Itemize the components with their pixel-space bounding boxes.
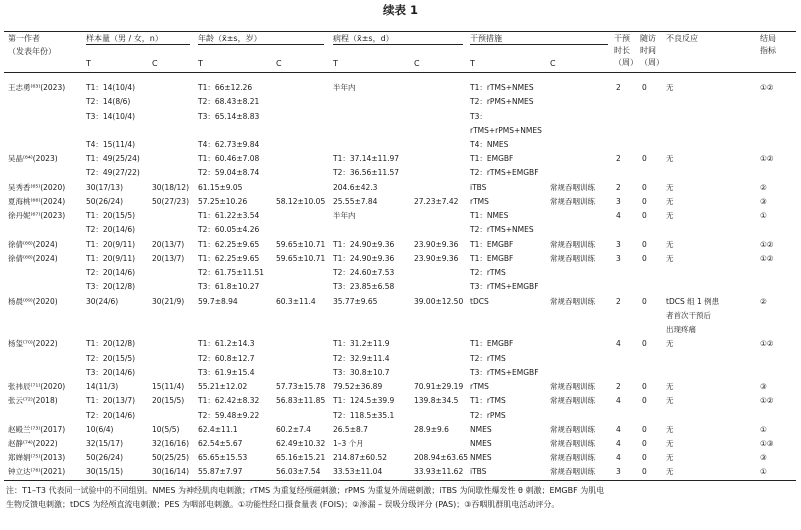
intervention-t-cell: NMES <box>470 453 492 462</box>
author-cell: 杨晨⁽⁶⁹⁾(2020) <box>8 297 58 306</box>
author-cell: 王志勇⁽⁶³⁾(2023) <box>8 83 66 92</box>
age-t-cell: 57.25±10.26 <box>198 197 248 206</box>
followup-cell: 0 <box>642 425 647 434</box>
course-c-cell: 23.90±9.36 <box>414 254 459 263</box>
author-cell: 吴晶⁽⁶⁴⁾(2023) <box>8 154 58 163</box>
sample-t-cell: T3：14(10/4) <box>86 112 136 121</box>
sample-t-cell: T4：15(11/4) <box>86 140 136 149</box>
sample-t-cell: T1：49(25/24) <box>86 154 140 163</box>
duration-cell: 4 <box>616 339 621 348</box>
intervention-t-cell: rTMS <box>470 197 489 206</box>
header-duration-2: 时长 <box>614 46 630 55</box>
outcome-cell: ①② <box>760 339 774 348</box>
intervention-t-cell: T2：rTMS+EMGBF <box>470 168 539 177</box>
course-t-cell: T1：24.90±9.36 <box>333 254 395 263</box>
duration-cell: 3 <box>616 254 621 263</box>
age-t-cell: T1：61.2±14.3 <box>198 339 255 348</box>
intervention-c-cell: 常规吞咽训练 <box>550 254 595 263</box>
intervention-t-cell: T2：rPMS <box>470 411 506 420</box>
sample-t-cell: 14(11/3) <box>86 382 119 391</box>
duration-cell: 3 <box>616 467 621 476</box>
header-sample-T: T <box>86 59 91 68</box>
age-t-cell: 55.21±12.02 <box>198 382 248 391</box>
course-t-cell: 35.77±9.65 <box>333 297 378 306</box>
age-t-cell: T2：61.75±11.51 <box>198 268 265 277</box>
sample-t-cell: 50(26/24) <box>86 197 124 206</box>
age-c-cell: 59.65±10.71 <box>276 254 326 263</box>
followup-cell: 0 <box>642 240 647 249</box>
intervention-t-cell: tDCS <box>470 297 489 306</box>
sample-c-cell: 15(11/4) <box>152 382 185 391</box>
sample-t-cell: T2：49(27/22) <box>86 168 140 177</box>
header-intervention: 干预措施 <box>470 34 502 43</box>
duration-cell: 4 <box>616 425 621 434</box>
outcome-cell: ③ <box>760 382 767 391</box>
followup-cell: 0 <box>642 297 647 306</box>
adverse-cell: 无 <box>666 339 674 348</box>
duration-cell: 2 <box>616 154 621 163</box>
sample-t-cell: T2：20(15/5) <box>86 354 136 363</box>
header-sample-C: C <box>152 59 158 68</box>
outcome-cell: ①② <box>760 83 774 92</box>
header-age-T: T <box>198 59 203 68</box>
age-c-cell: 65.16±15.21 <box>276 453 326 462</box>
sample-c-cell: 20(15/5) <box>152 396 185 405</box>
intervention-t-cell: T2：rTMS+NMES <box>470 225 534 234</box>
course-t-cell: T1：24.90±9.36 <box>333 240 395 249</box>
outcome-cell: ③ <box>760 197 767 206</box>
header-duration-3: （周） <box>614 58 638 67</box>
intervention-t-cell: T2：rTMS <box>470 268 506 277</box>
age-t-cell: T3：61.9±15.4 <box>198 368 255 377</box>
course-t-cell: 1–3 个月 <box>333 439 364 448</box>
course-t-cell: 214.87±60.52 <box>333 453 387 462</box>
header-adverse: 不良反应 <box>666 34 698 43</box>
author-cell: 张祎辰⁽⁷¹⁾(2020) <box>8 382 66 391</box>
duration-cell: 3 <box>616 240 621 249</box>
adverse-cell: 无 <box>666 83 674 92</box>
author-cell: 夏海桃⁽⁶⁶⁾(2024) <box>8 197 66 206</box>
author-cell: 钟立达⁽⁷⁶⁾(2021) <box>8 467 66 476</box>
course-t-cell: 204.6±42.3 <box>333 183 378 192</box>
intervention-t-cell: T1：EMGBF <box>470 339 514 348</box>
sample-t-cell: T1：20(9/11) <box>86 254 136 263</box>
age-t-cell: T1：61.22±3.54 <box>198 211 260 220</box>
followup-cell: 0 <box>642 396 647 405</box>
duration-cell: 4 <box>616 453 621 462</box>
duration-cell: 3 <box>616 197 621 206</box>
adverse-cell: 无 <box>666 254 674 263</box>
intervention-t-cell: T3：rTMS+EMGBF <box>470 282 539 291</box>
age-c-cell: 57.73±15.78 <box>276 382 326 391</box>
intervention-c-cell: 常规吞咽训练 <box>550 183 595 192</box>
header-course: 病程（x̄±s，d） <box>333 34 394 43</box>
adverse-cell: 无 <box>666 183 674 192</box>
intervention-t-cell: T1：rTMS <box>470 396 506 405</box>
intervention-t-cell: NMES <box>470 425 492 434</box>
age-c-cell: 58.12±10.05 <box>276 197 326 206</box>
course-t-cell: T1：124.5±39.9 <box>333 396 395 405</box>
outcome-cell: ① <box>760 467 767 476</box>
header-outcome-2: 指标 <box>760 46 776 55</box>
age-t-cell: T1：62.25±9.65 <box>198 254 260 263</box>
age-t-cell: 55.87±7.97 <box>198 467 243 476</box>
age-t-cell: T1：62.25±9.65 <box>198 240 260 249</box>
sample-t-cell: T1：14(10/4) <box>86 83 136 92</box>
course-c-cell: 39.00±12.50 <box>414 297 464 306</box>
adverse-cell: 无 <box>666 154 674 163</box>
duration-cell: 4 <box>616 396 621 405</box>
author-cell: 赵殿兰⁽⁷³⁾(2017) <box>8 425 66 434</box>
sample-t-cell: T2：20(14/6) <box>86 225 136 234</box>
header-subrule-intervention <box>470 44 608 45</box>
footnote-line-1: 注：T1–T3 代表同一试验中的不同组别。NMES 为神经肌肉电刺激；rTMS 为重复经颅磁刺激；rPMS 为重复外周磁刺激；iTBS 为间歇性爆发性 θ 刺激；EMGBF 为肌电 <box>6 486 605 495</box>
author-cell: 赵静⁽⁷⁴⁾(2022) <box>8 439 58 448</box>
sample-c-cell: 32(16/16) <box>152 439 190 448</box>
intervention-t-cell: T2：rPMS+NMES <box>470 97 534 106</box>
age-c-cell: 56.83±11.85 <box>276 396 326 405</box>
age-c-cell: 62.49±10.32 <box>276 439 326 448</box>
course-c-cell: 23.90±9.36 <box>414 240 459 249</box>
header-outcome-1: 结局 <box>760 34 776 43</box>
followup-cell: 0 <box>642 83 647 92</box>
sample-c-cell: 50(25/25) <box>152 453 190 462</box>
header-age-C: C <box>276 59 282 68</box>
author-cell: 徐倩⁽⁶⁸⁾(2024) <box>8 254 58 263</box>
outcome-cell: ①③ <box>760 439 774 448</box>
sample-c-cell: 30(18/12) <box>152 183 190 192</box>
age-t-cell: 62.54±5.67 <box>198 439 243 448</box>
adverse-cell: 无 <box>666 439 674 448</box>
intervention-c-cell: 常规吞咽训练 <box>550 197 595 206</box>
table-footnote <box>6 484 794 512</box>
header-followup-3: （周） <box>640 58 664 67</box>
intervention-c-cell: 常规吞咽训练 <box>550 439 595 448</box>
intervention-c-cell: 常规吞咽训练 <box>550 453 595 462</box>
intervention-c-cell: 常规吞咽训练 <box>550 396 595 405</box>
intervention-t-cell: T2：rTMS <box>470 354 506 363</box>
course-t-cell: T1：31.2±11.9 <box>333 339 390 348</box>
intervention-t-cell: T3： <box>470 112 487 121</box>
age-c-cell: 56.03±7.54 <box>276 467 321 476</box>
sample-c-cell: 10(5/5) <box>152 425 180 434</box>
intervention-c-cell: 常规吞咽训练 <box>550 382 595 391</box>
outcome-cell: ①② <box>760 396 774 405</box>
age-t-cell: T3：65.14±8.83 <box>198 112 260 121</box>
intervention-t-cell: iTBS <box>470 467 487 476</box>
course-t-cell: 25.55±7.84 <box>333 197 378 206</box>
followup-cell: 0 <box>642 439 647 448</box>
course-c-cell: 33.93±11.62 <box>414 467 464 476</box>
intervention-t-cell: T3：rTMS+EMGBF <box>470 368 539 377</box>
sample-t-cell: T3：20(14/6) <box>86 368 136 377</box>
course-t-cell: T1：37.14±11.97 <box>333 154 400 163</box>
intervention-t-cell: NMES <box>470 439 492 448</box>
outcome-cell: ①② <box>760 254 774 263</box>
sample-c-cell: 20(13/7) <box>152 254 185 263</box>
header-intervention-T: T <box>470 59 475 68</box>
age-c-cell: 60.3±11.4 <box>276 297 316 306</box>
adverse-cell: 无 <box>666 425 674 434</box>
header-sample: 样本量（男 / 女，n） <box>86 34 163 43</box>
header-author: 第一作者 <box>8 34 40 43</box>
table-bottom-rule <box>4 480 796 481</box>
sample-t-cell: T2：20(14/6) <box>86 268 136 277</box>
sample-c-cell: 50(27/23) <box>152 197 190 206</box>
intervention-t-cell: rTMS+rPMS+NMES <box>470 126 542 135</box>
outcome-cell: ② <box>760 183 767 192</box>
header-subrule-course <box>333 44 463 45</box>
age-c-cell: 59.65±10.71 <box>276 240 326 249</box>
sample-t-cell: 32(15/17) <box>86 439 124 448</box>
table-title: 续表 1 <box>382 3 418 17</box>
intervention-t-cell: rTMS <box>470 382 489 391</box>
sample-t-cell: T1：20(13/7) <box>86 396 136 405</box>
adverse-cell: 无 <box>666 197 674 206</box>
sample-t-cell: T2：14(8/6) <box>86 97 131 106</box>
header-subrule-age <box>198 44 324 45</box>
outcome-cell: ① <box>760 425 767 434</box>
sample-t-cell: 10(6/4) <box>86 425 114 434</box>
intervention-t-cell: T4：NMES <box>470 140 509 149</box>
adverse-cell: tDCS 组 1 例患 <box>666 297 720 306</box>
footnote-line-2: 生物反馈电刺激；tDCS 为经颅直流电刺激；PES 为咽部电刺激。①功能性经口摄食量表 (FOIS)；②渗漏 – 误吸分级评分 (PAS)；③吞咽肌群肌电活动评分。 <box>6 500 560 509</box>
author-cell: 徐丹妮⁽⁶⁷⁾(2023) <box>8 211 66 220</box>
followup-cell: 0 <box>642 197 647 206</box>
duration-cell: 2 <box>616 297 621 306</box>
header-duration-1: 干预 <box>614 34 630 43</box>
course-t-cell: 半年内 <box>333 211 356 220</box>
age-c-cell: 60.2±7.4 <box>276 425 311 434</box>
course-c-cell: 70.91±29.19 <box>414 382 464 391</box>
followup-cell: 0 <box>642 211 647 220</box>
course-t-cell: 33.53±11.04 <box>333 467 383 476</box>
course-t-cell: T2：24.60±7.53 <box>333 268 395 277</box>
sample-t-cell: T3：20(12/8) <box>86 282 136 291</box>
course-t-cell: T2：118.5±35.1 <box>333 411 395 420</box>
intervention-t-cell: T1：NMES <box>470 211 509 220</box>
age-t-cell: T3：61.8±10.27 <box>198 282 260 291</box>
intervention-c-cell: 常规吞咽训练 <box>550 425 595 434</box>
course-t-cell: T3：23.85±6.58 <box>333 282 395 291</box>
duration-cell: 4 <box>616 439 621 448</box>
header-bottom-rule <box>4 72 796 73</box>
sample-t-cell: T1：20(9/11) <box>86 240 136 249</box>
followup-cell: 0 <box>642 467 647 476</box>
header-course-T: T <box>333 59 338 68</box>
age-t-cell: T2：68.43±8.21 <box>198 97 260 106</box>
followup-cell: 0 <box>642 339 647 348</box>
author-cell: 杨玺⁽⁷⁰⁾(2022) <box>8 339 58 348</box>
course-t-cell: 半年内 <box>333 83 356 92</box>
course-t-cell: T2：36.56±11.57 <box>333 168 400 177</box>
table-top-rule <box>4 31 796 32</box>
age-t-cell: 59.7±8.94 <box>198 297 238 306</box>
author-cell: 郑婵娟⁽⁷⁵⁾(2013) <box>8 453 66 462</box>
course-t-cell: T2：32.9±11.4 <box>333 354 390 363</box>
adverse-cell: 出现疼痛 <box>666 325 696 334</box>
outcome-cell: ①② <box>760 154 774 163</box>
sample-t-cell: 50(26/24) <box>86 453 124 462</box>
outcome-cell: ① <box>760 211 767 220</box>
age-t-cell: T1：60.46±7.08 <box>198 154 260 163</box>
author-cell: 徐倩⁽⁶⁸⁾(2024) <box>8 240 58 249</box>
intervention-c-cell: 常规吞咽训练 <box>550 240 595 249</box>
age-t-cell: 65.65±15.53 <box>198 453 248 462</box>
intervention-t-cell: iTBS <box>470 183 487 192</box>
author-cell: 张云⁽⁷²⁾(2018) <box>8 396 58 405</box>
adverse-cell: 无 <box>666 382 674 391</box>
sample-t-cell: T2：20(14/6) <box>86 411 136 420</box>
age-t-cell: 61.15±9.05 <box>198 183 243 192</box>
age-t-cell: 62.4±11.1 <box>198 425 238 434</box>
sample-c-cell: 30(16/14) <box>152 467 190 476</box>
author-cell: 吴秀香⁽⁶⁵⁾(2020) <box>8 183 66 192</box>
outcome-cell: ② <box>760 297 767 306</box>
course-c-cell: 28.9±9.6 <box>414 425 449 434</box>
adverse-cell: 无 <box>666 396 674 405</box>
course-c-cell: 139.8±34.5 <box>414 396 459 405</box>
sample-c-cell: 20(13/7) <box>152 240 185 249</box>
duration-cell: 2 <box>616 83 621 92</box>
course-t-cell: 79.52±36.89 <box>333 382 383 391</box>
followup-cell: 0 <box>642 254 647 263</box>
adverse-cell: 无 <box>666 240 674 249</box>
intervention-c-cell: 常规吞咽训练 <box>550 467 595 476</box>
age-t-cell: T2：59.04±8.74 <box>198 168 260 177</box>
intervention-t-cell: T1：rTMS+NMES <box>470 83 534 92</box>
duration-cell: 4 <box>616 211 621 220</box>
followup-cell: 0 <box>642 154 647 163</box>
header-course-C: C <box>414 59 420 68</box>
duration-cell: 2 <box>616 382 621 391</box>
age-t-cell: T2：60.8±12.7 <box>198 354 255 363</box>
sample-t-cell: 30(15/15) <box>86 467 124 476</box>
followup-cell: 0 <box>642 183 647 192</box>
adverse-cell: 无 <box>666 467 674 476</box>
header-followup-1: 随访 <box>640 34 656 43</box>
intervention-t-cell: T1：EMGBF <box>470 254 514 263</box>
age-t-cell: T2：59.48±9.22 <box>198 411 260 420</box>
intervention-c-cell: 常规吞咽训练 <box>550 297 595 306</box>
outcome-cell: ①② <box>760 240 774 249</box>
course-c-cell: 208.94±63.65 <box>414 453 468 462</box>
sample-t-cell: T1：20(12/8) <box>86 339 136 348</box>
adverse-cell: 无 <box>666 211 674 220</box>
header-age: 年龄（x̄±s，岁） <box>198 34 262 43</box>
sample-c-cell: 30(21/9) <box>152 297 185 306</box>
course-t-cell: 26.5±8.7 <box>333 425 368 434</box>
followup-cell: 0 <box>642 453 647 462</box>
sample-t-cell: 30(17/13) <box>86 183 124 192</box>
age-t-cell: T1：62.42±8.32 <box>198 396 260 405</box>
sample-t-cell: 30(24/6) <box>86 297 119 306</box>
course-c-cell: 27.23±7.42 <box>414 197 459 206</box>
outcome-cell: ③ <box>760 453 767 462</box>
header-followup-2: 时间 <box>640 46 656 55</box>
age-t-cell: T1：66±12.26 <box>198 83 253 92</box>
intervention-t-cell: T1：EMGBF <box>470 240 514 249</box>
adverse-cell: 无 <box>666 453 674 462</box>
header-intervention-C: C <box>550 59 556 68</box>
header-author-year: （发表年份） <box>8 47 56 56</box>
age-t-cell: T2：60.05±4.26 <box>198 225 260 234</box>
followup-cell: 0 <box>642 382 647 391</box>
sample-t-cell: T1：20(15/5) <box>86 211 136 220</box>
duration-cell: 2 <box>616 183 621 192</box>
adverse-cell: 者首次干预后 <box>666 311 711 320</box>
intervention-t-cell: T1：EMGBF <box>470 154 514 163</box>
age-t-cell: T4：62.73±9.84 <box>198 140 260 149</box>
course-t-cell: T3：30.8±10.7 <box>333 368 390 377</box>
header-subrule-sample <box>86 44 190 45</box>
